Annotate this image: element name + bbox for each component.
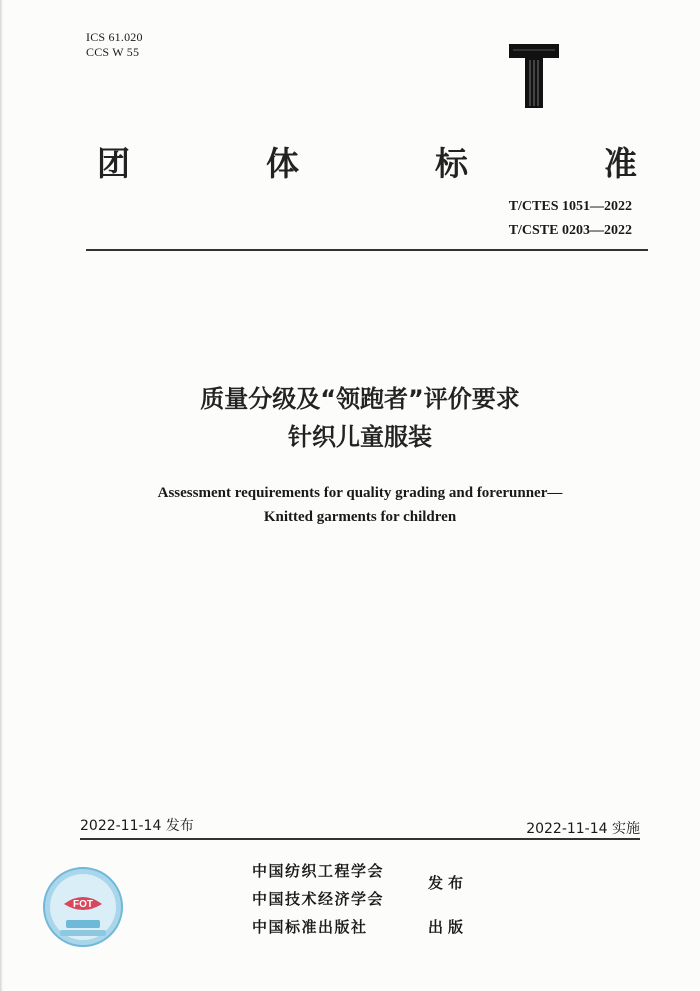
- standard-number-ctes: T/CTES 1051—2022: [508, 199, 632, 214]
- t-logo-icon: [507, 42, 561, 112]
- classification-codes: [86, 30, 143, 60]
- chinese-title: [0, 380, 700, 456]
- category-char-2: 体: [266, 144, 299, 183]
- bottom-divider: [80, 838, 640, 840]
- english-title: [0, 481, 700, 529]
- ics-code: ICS 61.020: [86, 30, 143, 44]
- seal-mark-text: FOT: [73, 899, 93, 910]
- chinese-title-line-2: 针织儿童服装: [288, 423, 432, 451]
- category-char-1: 团: [97, 144, 130, 183]
- ccs-code: CCS W 55: [86, 45, 140, 59]
- standard-number-cste: T/CSTE 0203—2022: [508, 223, 632, 238]
- org-standards-press: 中国标准出版社: [252, 918, 368, 936]
- implement-date: 2022-11-14 实施: [526, 821, 640, 837]
- publish-date: 2022-11-14 发布: [80, 818, 194, 834]
- publish-label: 出版: [428, 918, 469, 936]
- org-textile-engineering: 中国纺织工程学会: [252, 862, 385, 880]
- english-title-line-2: Knitted garments for children: [263, 509, 457, 525]
- english-title-line-1: Assessment requirements for quality grading and forerunner—: [157, 485, 563, 501]
- org-technology-economics: 中国技术经济学会: [252, 890, 385, 908]
- standard-numbers: [509, 195, 632, 243]
- standard-category: [97, 138, 637, 185]
- issuing-organizations: [252, 857, 384, 941]
- chinese-title-line-1: 质量分级及“领跑者”评价要求: [200, 385, 520, 413]
- anti-counterfeit-seal-icon: [42, 866, 124, 948]
- category-char-4: 准: [604, 144, 637, 183]
- issue-label: 发布: [428, 874, 469, 892]
- top-divider: [86, 249, 648, 251]
- category-char-3: 标: [435, 144, 468, 183]
